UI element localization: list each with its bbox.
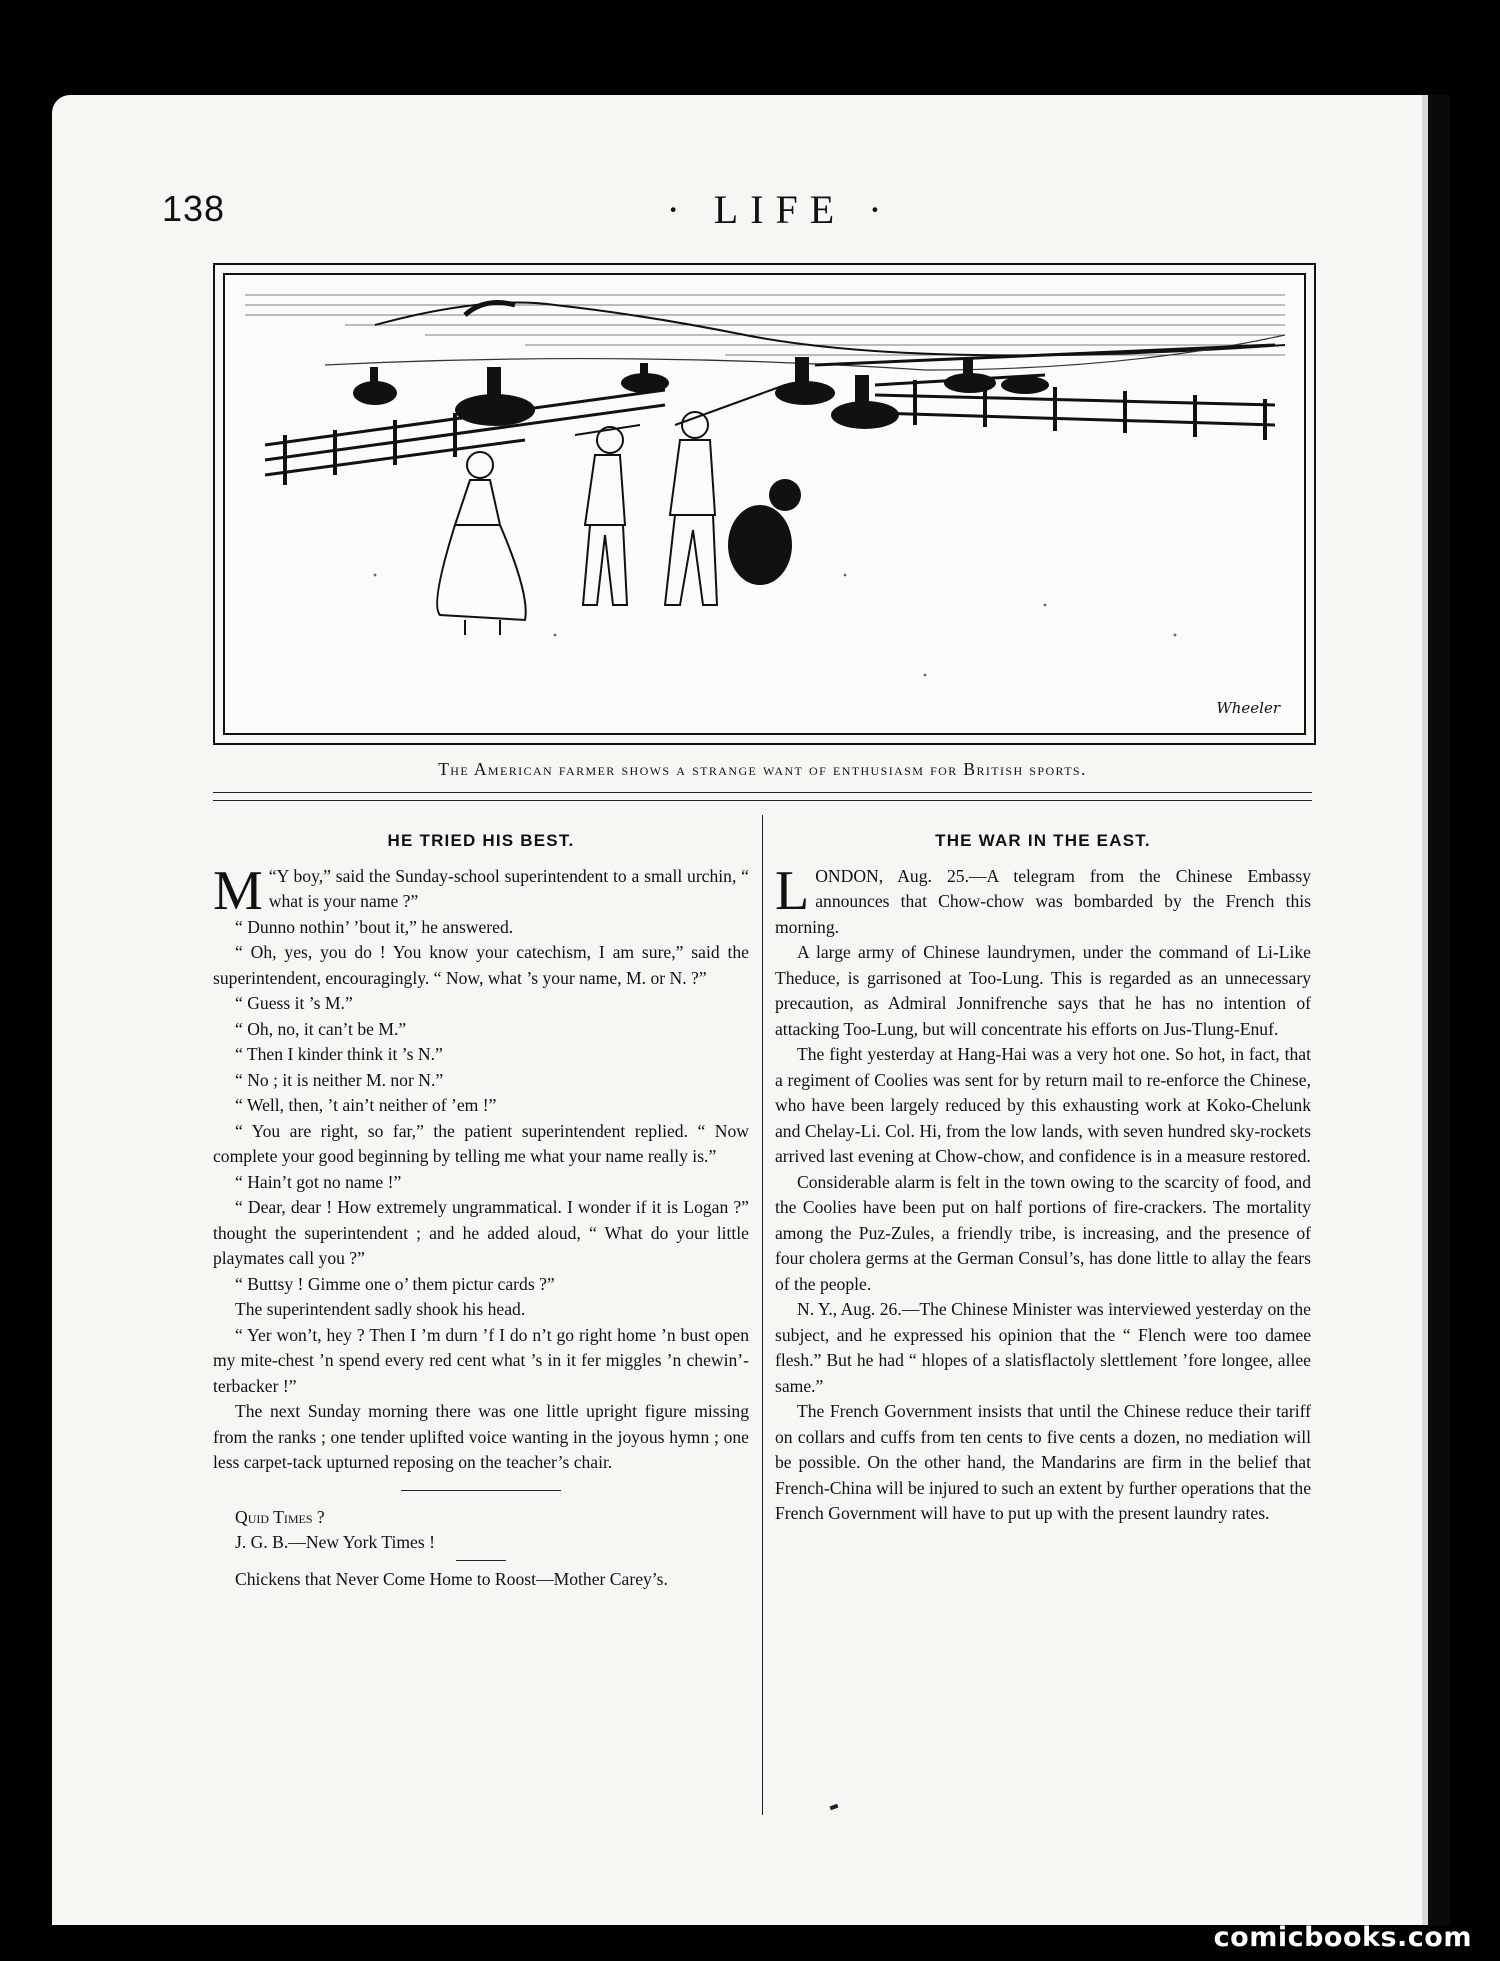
artist-signature: Wheeler [1216, 699, 1280, 717]
article-paragraph: “ Guess it ’s M.” [235, 993, 353, 1013]
article-paragraph: “ Buttsy ! Gimme one o’ them pictur cards ?” [235, 1273, 555, 1294]
quid-line: Quid Times ? [235, 1506, 325, 1527]
article-paragraph: A large army of Chinese laundrymen, under the command of Li-Like Theduce, is garrisoned at Too-Lung. This is regarded as an unnecessary precaution, as Admiral Jonnifrenche says that he has no intention of attacking Too-Lung, but will concentrate his efforts on Jus-Tlung-Enuf. [775, 942, 1311, 1039]
illustration-frame [213, 263, 1316, 745]
left-column [213, 828, 749, 1592]
paragraph-text: ONDON, Aug. 25.—A telegram from the Chinese Embassy announces that Chow-chow was bombarded by the French this morning. [775, 865, 1311, 937]
article-paragraph: “ Well, then, ’t ain’t neither of ’em !” [235, 1095, 497, 1115]
hunt-scene-drawing [225, 275, 1304, 733]
article-paragraph: “ Dunno nothin’ ’bout it,” he answered. [235, 916, 514, 937]
divider-top [213, 792, 1312, 793]
article-paragraph: “ Oh, yes, you do ! You know your catechism, I am sure,” said the superintendent, encouragingly. “ Now, what ’s your name, M. or N. ?” [213, 942, 749, 988]
article-paragraph [213, 859, 749, 922]
column-divider [762, 815, 763, 1815]
article-paragraph: “ Yer won’t, hey ? Then I ’m durn ’f I do n’t go right home ’n bust open my mite-chest ’n spend every red cent what ’s in it fer miggles ’n chewin’-terbacker !” [213, 1324, 749, 1396]
illustration [223, 273, 1306, 735]
short-rule [401, 1490, 561, 1491]
watermark: comicbooks.com [1213, 1922, 1472, 1953]
article-paragraph [775, 859, 1311, 941]
paragraph-text: Y boy,” said the Sunday-school superintendent to a small urchin, “ what is your name ?” [268, 865, 749, 911]
article-paragraph: “ You are right, so far,” the patient superintendent replied. “ Now complete your good beginning by telling me what your name really is.” [213, 1120, 749, 1166]
article-paragraph: “ Hain’t got no name !” [235, 1171, 402, 1192]
article-title-right: THE WAR IN THE EAST. [935, 831, 1151, 850]
article-paragraph: The French Government insists that until the Chinese reduce their tariff on collars and cuffs from ten cents to five cents a dozen, no mediation will be possible. On the other hand, the Mandarins are firm in the belief that French-China will be injured to such an extent by further operations that the French Government will have to put up with the present laundry rates. [775, 1401, 1311, 1523]
article-paragraph: “ Dear, dear ! How extremely ungrammatical. I wonder if it is Logan ?” thought the superintendent ; and he added aloud, “ What do your little playmates call you ?” [213, 1197, 749, 1268]
divider-bottom [213, 800, 1312, 801]
chickens-line: Chickens that Never Come Home to Roost—Mother Carey’s. [235, 1568, 668, 1589]
dropcap-l: L [775, 859, 810, 922]
dropcap-m: M [213, 859, 263, 922]
article-paragraph: The next Sunday morning there was one little upright figure missing from the ranks ; one tender uplifted voice wanting in the joyous hymn ; one less carpet-tack upturned reposing on the teacher’s chair. [213, 1401, 749, 1472]
illustration-caption: The American farmer shows a strange want of enthusiasm for British sports. [438, 759, 1087, 779]
article-paragraph: “ Then I kinder think it ’s N.” [235, 1044, 443, 1064]
article-paragraph: The superintendent sadly shook his head. [235, 1299, 526, 1319]
article-paragraph: The fight yesterday at Hang-Hai was a very hot one. So hot, in fact, that a regiment of Coolies was sent for by return mail to re-enforce the Chinese, who have been largely reduced by this exhausting work at Koko-Chelunk and Chelay-Li. Col. Hi, from the low lands, with seven hundred sky-rockets arrived last evening at Chow-chow, and confidence is in a measure restored. [775, 1044, 1311, 1166]
article-title-left: HE TRIED HIS BEST. [387, 831, 575, 850]
article-paragraph: Considerable alarm is felt in the town owing to the scarcity of food, and the Coolies have been put on half portions of fire-crackers. The mortality among the Puz-Zules, a friendly tribe, is increasing, and the presence of four cholera germs at the German Consul’s, has done little to allay the fears of the people. [775, 1171, 1311, 1294]
opening-quote: “ [268, 865, 277, 886]
article-paragraph: “ Oh, no, it can’t be M.” [235, 1018, 407, 1039]
article-paragraph: N. Y., Aug. 26.—The Chinese Minister was interviewed yesterday on the subject, and he expressed his opinion that the “ Flench were too damee flesh.” But he had “ hlopes of a slatisflactoly slettlement ’fore longee, allee same.” [775, 1299, 1311, 1396]
binding-spine [1428, 95, 1450, 1925]
masthead-title: · LIFE · [666, 187, 894, 232]
article-paragraph: “ No ; it is neither M. nor N.” [235, 1069, 444, 1090]
right-column [775, 828, 1311, 1527]
quid-line: J. G. B.—New York Times ! [235, 1532, 435, 1552]
page-number: 138 [162, 188, 226, 229]
short-rule [456, 1560, 506, 1561]
